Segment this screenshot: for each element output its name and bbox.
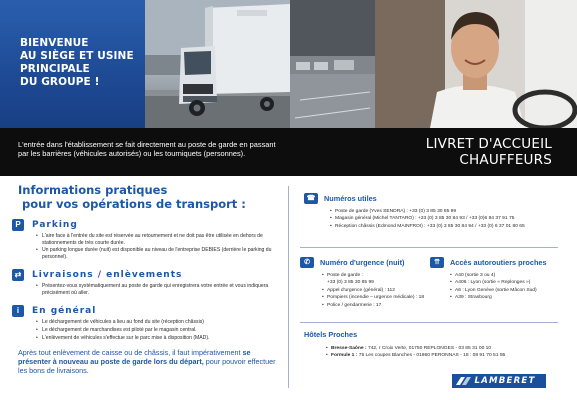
list-item: • Le déchargement de marchandises est piloté par le magasin central. [36, 327, 282, 334]
emergency-title: Numéro d'urgence (nuit) [320, 257, 405, 267]
useful-numbers-title: Numéros utiles [324, 193, 377, 203]
lamberet-mark-icon [456, 377, 472, 385]
section-title: En général [32, 305, 97, 316]
emergency-section [300, 256, 430, 309]
list-item [326, 352, 566, 359]
welcome-line-3: PRINCIPALE [20, 63, 90, 75]
list-item: • A39 : Strasbourg [450, 294, 570, 301]
list-item: • L'aire face à l'entrée du site est réservée au retournement et ne doit pas être utilisée en dehors de stationnements de très courte durée. [36, 233, 282, 246]
truck-illustration [145, 0, 290, 128]
divider [300, 322, 558, 323]
booklet-title-line-2: CHAUFFEURS [459, 151, 552, 168]
header-photo-band [0, 0, 577, 128]
welcome-line-4: DU GROUPE ! [20, 76, 100, 88]
info-icon: i [12, 305, 24, 317]
list-item: • L'enlèvement de véhicules s'effectue sur le parc mise à disposition (MAD). [36, 335, 282, 342]
emergency-list [322, 272, 430, 309]
list-item: • A6 : Lyon Genève (sortie Mâcon Sud) [450, 287, 570, 294]
section-deliveries-header [12, 268, 282, 281]
list-item [326, 345, 566, 352]
section-title: Parking [32, 219, 78, 230]
highway-list [450, 272, 570, 302]
parking-list [36, 233, 282, 261]
deliveries-list [36, 283, 282, 296]
section-general-header [12, 304, 282, 317]
hotels-header [304, 328, 566, 340]
closing-note-part-2: pour pouvoir effectuer les bons de livraisons. [18, 357, 276, 375]
road-icon: ⇈ [430, 257, 444, 268]
section-parking [12, 218, 282, 262]
section-general [12, 304, 282, 342]
hotel-detail: 75 Les coupes Blanches - 01960 PERONNAS - 18 : 08 91 70 51 95 [357, 353, 506, 359]
general-list [36, 319, 282, 341]
phone-icon: ☎ [304, 193, 318, 204]
useful-numbers-section [304, 192, 564, 230]
truck-photo [145, 0, 290, 128]
section-title: Livraisons / enlèvements [32, 269, 183, 280]
welcome-line-2: AU SIÈGE ET USINE [20, 50, 134, 62]
practical-info-title-line-1: Informations pratiques [18, 183, 168, 197]
driver-illustration [375, 0, 577, 128]
useful-numbers-header [304, 192, 564, 204]
parking-icon: P [12, 219, 24, 231]
list-item: • Poste de garde (Yves SENDRA) : +33 (0) 3 85 30 85 99 [330, 208, 564, 215]
hotels-title: Hôtels Proches [304, 329, 358, 339]
highway-section [430, 256, 570, 302]
column-divider [288, 186, 289, 388]
emergency-header [300, 256, 430, 268]
hotels-list [326, 345, 566, 360]
list-item: • Magasin général (Michel TANTARO) : +33 (0) 3 85 30 84 93 / +33 (0)6 84 37 91 75 [330, 215, 564, 222]
lamberet-logo [452, 374, 546, 388]
useful-numbers-list [330, 208, 564, 230]
practical-info-title-line-2: pour vos opérations de transport : [22, 196, 246, 211]
list-item: • A406 : Lyon (sortie « Replonges ») [450, 279, 570, 286]
divider [300, 247, 558, 248]
list-item: • Pompiers (incendie – urgence médicale) : 18 [322, 294, 430, 301]
hotels-section [304, 328, 566, 360]
delivery-arrows-icon: ⇄ [12, 269, 24, 281]
logo-text: LAMBERET [474, 376, 536, 386]
phone-book-icon: ✆ [300, 257, 314, 268]
list-item: • A40 (sortie 3 ou 4) [450, 272, 570, 279]
list-item: • Appel d'urgence (général) : 112 [322, 287, 430, 294]
factory-photo [290, 0, 375, 128]
list-item: • Réception châssis (Edmond MAINFROI) : +33 (0) 3 85 30 84 94 / +33 (0) 6 37 01 80 65 [330, 223, 564, 230]
factory-illustration [290, 0, 375, 128]
highway-title: Accès autoroutiers proches [450, 257, 547, 267]
section-parking-header [12, 218, 282, 231]
entry-instructions: L'entrée dans l'établissement se fait directement au poste de garde en passant par les barrières (véhicules autorisés) ou les tourniquets (personnes). [18, 140, 276, 159]
closing-note-part-1: Après tout enlèvement de caisse ou de châssis, il faut impérativement [18, 348, 241, 357]
hotel-name: Bresse-Saône : [331, 346, 367, 351]
list-item: • Le déchargement de véhicules a lieu au fond du site (réception châssis) [36, 319, 282, 326]
booklet-title [392, 137, 552, 168]
practical-info-title [18, 184, 278, 211]
section-deliveries [12, 268, 282, 297]
welcome-heading [20, 37, 140, 89]
list-item: • Présentez-vous systématiquement au poste de garde qui enregistrera votre entrée et vous indiquera précisément où aller. [36, 283, 282, 296]
list-item: +33 (0) 3 85 30 85 99 [327, 280, 374, 286]
welcome-panel [0, 0, 145, 128]
list-item: • Un parking longue durée (nuit) est disponible au niveau de l'entreprise DEBIES (derrière le parking du personnel). [36, 247, 282, 260]
welcome-line-1: BIENVENUE [20, 37, 89, 49]
hotel-name: Formule 1 : [331, 353, 358, 359]
highway-header [430, 256, 570, 268]
closing-note-emphasis: se présenter à nouveau au poste de garde lors du départ, [18, 348, 251, 366]
driver-photo [375, 0, 577, 128]
hotel-detail: 742, r Croix Verte, 01750 REPLONGES - 03 85 31 00 10 [366, 346, 492, 351]
list-item: • Police / gendarmerie : 17 [322, 302, 430, 309]
list-item: • Poste de garde : [322, 272, 430, 279]
closing-note [18, 348, 280, 375]
booklet-title-line-1: LIVRET D'ACCUEIL [425, 136, 552, 152]
